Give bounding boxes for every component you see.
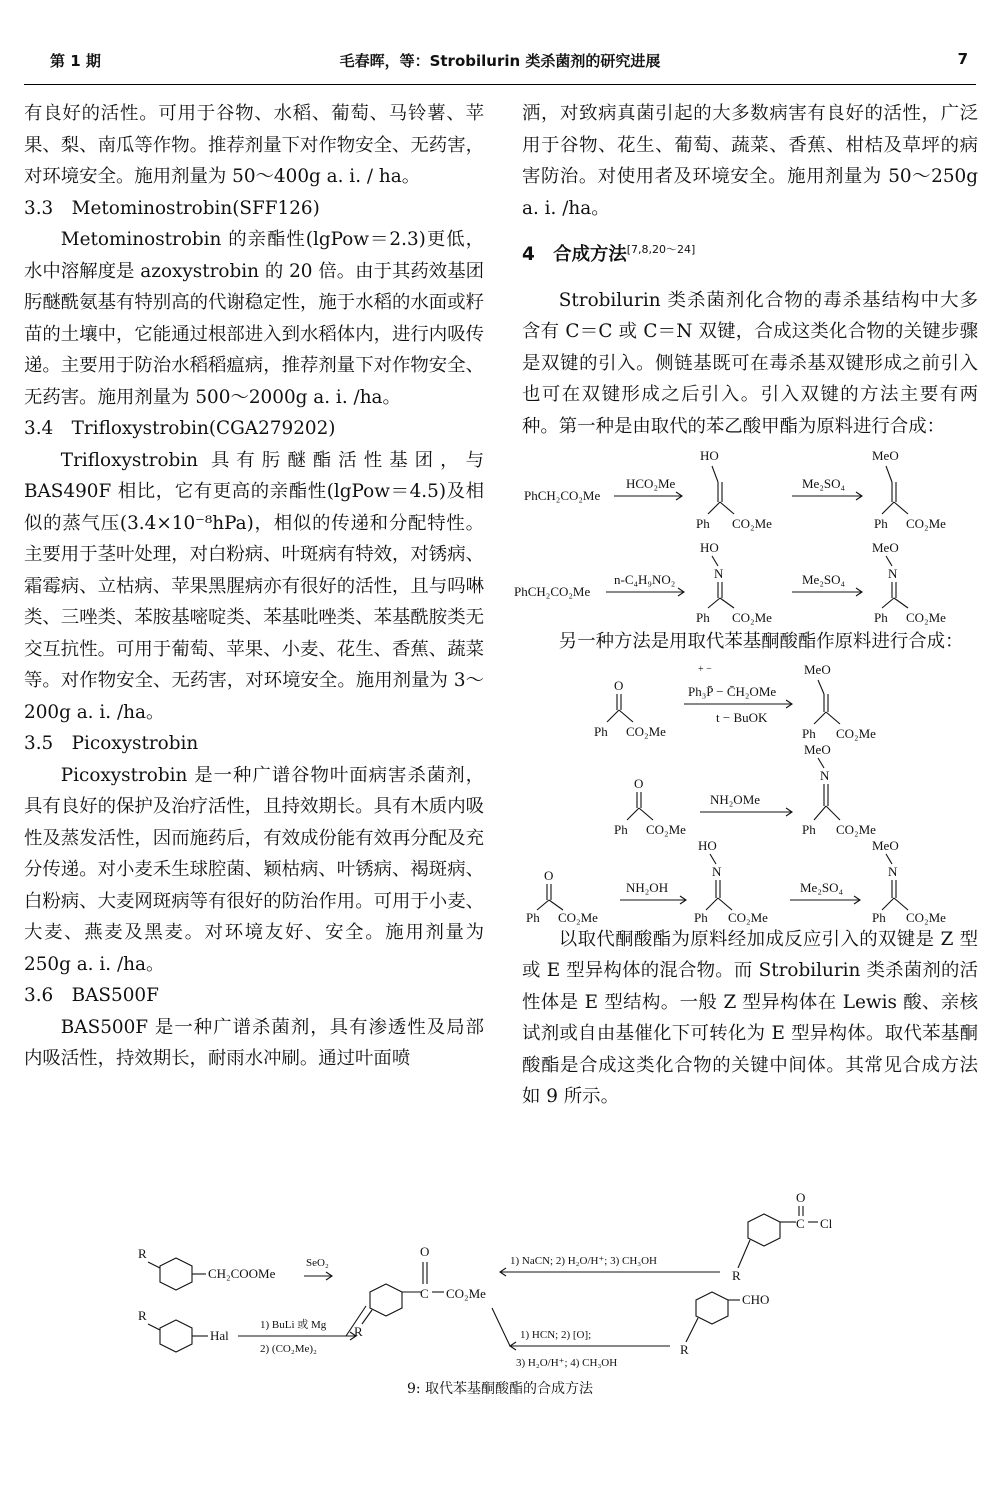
bond-a4 [619, 710, 633, 722]
section-3-4-body: Trifloxystrobin 具有肟醚酯活性基团，与 BAS490F 相比，它有更高的亲酯性(lgPow＝4.5)及相似的蒸气压(3.4×10⁻⁸hPa)，相似的传递和分配特性。主要用于茎叶处理，对白粉病、叶斑病有特效，对锈病、霜霉病、立枯病、苹果黑腥病亦有很好的活性，且与吗啉类、三唑类、苯胺基嘧啶类、苯基吡唑类、苯基酰胺类无交互抗性。可用于葡萄、苹果、小麦、花生、香蕉、蔬菜等。对作物安全、无药害，对环境安全。施用剂量为 3～200g a. i. ∕ha。 [24, 449, 484, 723]
fig9-bond-r4 [686, 1318, 698, 1342]
fig9-hal: Hal [210, 1328, 229, 1343]
label-co2me-c3: CO₂Me [906, 909, 946, 925]
label-ph-c2: Ph [694, 909, 708, 925]
label-n-b: N [820, 767, 830, 783]
bond-2d [882, 502, 894, 514]
issue-number: 第 1 期 [50, 52, 101, 70]
label-meo-c: MeO [872, 837, 899, 853]
label-meo-a: MeO [804, 661, 831, 677]
fig9-o-right: O [796, 1190, 806, 1205]
label-ph-a: Ph [594, 723, 608, 739]
section-3-3-title: 3.3 Metominostrobin(SFF126) [24, 197, 320, 219]
label-o-c: O [544, 867, 554, 883]
fig9-benzene-center [370, 1284, 402, 1316]
fig9-r-1: R [138, 1246, 147, 1261]
fig9-step-a2: 2) (CO₂Me)₂ [260, 1343, 317, 1355]
label-plus-minus: + − [698, 663, 712, 675]
label-n-c: N [712, 863, 722, 879]
running-title: 毛春晖，等：Strobilurin 类杀菌剂的研究进展 [339, 52, 661, 70]
bond-b3 [627, 808, 639, 820]
bond-1e [720, 502, 734, 514]
section-4-paragraph-3: 以取代酮酸酯为原料经加成反应引入的双键是 Z 型或 E 型异构体的混合物。而 Strobilurin 类杀菌剂的活性体是 E 型结构。一般 Z 型异构体在 Lewis 酸、亲核试剂或自由基催化下可转化为 E 型异构体。取代苯基酮酸酯是合成这类化合物的关键中间体。其常见合成方法如 9 所示。 [522, 928, 978, 1108]
section-4-title-text: 4 合成方法 [522, 244, 627, 266]
section-4-paragraph-2: 另一种方法是用取代苯基酮酸酯作原料进行合成： [558, 631, 964, 653]
label-co2me-2: CO₂Me [906, 516, 946, 532]
fig9-r-2: R [138, 1308, 147, 1323]
section-3-6-title: 3.6 BAS500F [24, 985, 159, 1006]
label-ho-c: HO [698, 837, 717, 853]
section-4-title [522, 234, 978, 271]
fig9-o-center: O [420, 1244, 430, 1259]
bond-1a [712, 466, 718, 482]
fig9-bond-r2 [148, 1324, 160, 1330]
bond-a5 [818, 680, 824, 694]
bond-c4 [549, 900, 563, 910]
reaction-scheme-phenylacetate [514, 444, 978, 626]
bond-2a [886, 466, 892, 482]
label-co2me-a: CO₂Me [626, 723, 666, 739]
label-ph-c: Ph [526, 909, 540, 925]
reagent-me2so4-2: Me₂SO₄ [802, 572, 846, 588]
label-ph-c3: Ph [872, 909, 886, 925]
label-ph-b2: Ph [802, 821, 816, 837]
reagent-hco2me: HCO₂Me [626, 476, 676, 492]
fig9-c-center: C [420, 1286, 429, 1301]
label-ph-b: Ph [614, 821, 628, 837]
fig9-co2me: CO₂Me [446, 1286, 486, 1301]
bond-4a [886, 556, 892, 566]
fig9-benzene-4 [696, 1292, 728, 1324]
label-meo-2: MeO [872, 540, 899, 556]
scheme-start-2: PhCH₂CO₂Me [514, 584, 591, 600]
bond-b4 [639, 808, 653, 820]
label-ph-2: Ph [874, 516, 888, 532]
figure-9-synthesis-scheme [120, 1188, 880, 1393]
bond-c9 [718, 898, 732, 910]
fig9-step-c1: 1) HCN; 2) [O]; [520, 1329, 592, 1341]
bond-a9 [826, 712, 840, 724]
section-3-3-body: Metominostrobin 的亲酯性(lgPow＝2.3)更低，水中溶解度是 azoxystrobin 的 20 倍。由于其药效基团肟醚酰氨基有特别高的代谢稳定性，施于水稻的水面或籽苗的土壤中，它能通过根部进入到水稻体内，进行内吸传递。主要用于防治水稻稻瘟病，推荐剂量下对作物安全、无药害。施用剂量为 500～2000g a. i. ∕ha。 [24, 229, 484, 408]
bond-1d [708, 502, 720, 514]
bond-4e [894, 598, 908, 608]
reagent-nh2oh: NH₂OH [626, 879, 669, 895]
label-co2me-b2: CO₂Me [836, 821, 876, 837]
fig9-step-b: 1) NaCN; 2) H₂O/H⁺; 3) CH₃OH [510, 1255, 657, 1267]
label-o-b: O [634, 775, 644, 791]
label-n-c2: N [888, 863, 898, 879]
page-number: 7 [957, 50, 968, 68]
left-column [24, 98, 484, 1075]
reagent-ylide: Ph₃P̄ − C̄H₂OMe [688, 683, 777, 699]
bond-2e [894, 502, 908, 514]
fig9-seo2: SeO₂ [306, 1257, 329, 1269]
label-co2me-3: CO₂Me [732, 610, 772, 626]
section-3-5-title: 3.5 Picoxystrobin [24, 733, 199, 754]
bond-c3 [537, 900, 549, 910]
fig9-r-3: R [732, 1268, 741, 1283]
reaction-scheme-ketoester [522, 660, 978, 925]
bond-b0 [818, 758, 824, 768]
fig9-benzene-3 [748, 1214, 780, 1246]
reagent-tbuok: t − BuOK [716, 709, 768, 725]
fig9-cho: CHO [742, 1292, 770, 1307]
bond-a8 [814, 712, 826, 724]
label-meo-1: MeO [872, 448, 899, 464]
label-co2me-c: CO₂Me [558, 909, 598, 925]
section-3-5-body: Picoxystrobin 是一种广谱谷物叶面病害杀菌剂，具有良好的保护及治疗活性，且持效期长。具有木质内吸性及蒸发活性，因而施药后，有效成份能有效再分配及充分传递。对小麦禾生球腔菌、颖枯病、叶锈病、褐斑病、白粉病、大麦网斑病等有很好的防治作用。可用于小麦、大麦、燕麦及黑麦。对环境友好、安全。施用剂量为 250g a. i. ∕ha。 [24, 764, 484, 975]
label-ph-4: Ph [874, 610, 888, 626]
bond-c10 [886, 854, 892, 864]
bond-c5 [710, 854, 716, 864]
paragraph-continued-right: 洒，对致病真菌引起的大多数病害有良好的活性，广泛用于谷物、花生、葡萄、蔬菜、香蕉、柑桔及草坪的病害防治。对使用者及环境安全。施用剂量为 50～250g a. i. ∕ha。 [522, 103, 978, 219]
label-meo-b: MeO [804, 741, 831, 757]
section-4-paragraph-1: Strobilurin 类杀菌剂化合物的毒杀基结构中大多含有 C＝C 或 C＝N 双键，合成这类化合物的关键步骤是双键的引入。侧链基既可在毒杀基双键形成之前引入也可在双键形成之后引入。引入双键的方法主要有两种。第一种是由取代的苯乙酸甲酯为原料进行合成： [522, 289, 978, 437]
bond-c8 [706, 898, 718, 910]
section-3-6-body: BAS500F 是一种广谱杀菌剂，具有渗透性及局部内吸活性，持效期长，耐雨水冲刷。通过叶面喷 [24, 1016, 484, 1069]
fig9-bond-r1 [148, 1262, 160, 1268]
label-n-2: N [888, 566, 898, 582]
fig9-arrow-join-right [492, 1308, 510, 1346]
paragraph-continued: 有良好的活性。可用于谷物、水稻、葡萄、马铃薯、苹果、梨、南瓜等作物。推荐剂量下对作物安全、无药害，对环境安全。施用剂量为 50～400g a. i. ∕ ha。 [24, 103, 484, 187]
label-ph-1: Ph [696, 516, 710, 532]
section-3-4-title: 3.4 Trifloxystrobin(CGA279202) [24, 418, 336, 439]
label-n-1: N [714, 566, 724, 582]
bond-3d [708, 598, 720, 608]
fig9-cl: Cl [820, 1216, 833, 1231]
label-co2me-a2: CO₂Me [836, 725, 876, 741]
reagent-nh2ome: NH₂OMe [710, 791, 761, 807]
label-co2me-4: CO₂Me [906, 610, 946, 626]
fig9-step-a1: 1) BuLi 或 Mg [260, 1319, 327, 1331]
label-ho-2: HO [700, 540, 719, 556]
label-ph-3: Ph [696, 610, 710, 626]
bond-a3 [607, 710, 619, 722]
bond-c13 [882, 898, 894, 910]
bond-c14 [894, 898, 908, 910]
reagent-me2so4-3: Me₂SO₄ [800, 879, 844, 895]
bond-3e [720, 598, 734, 608]
label-ph-a2: Ph [802, 725, 816, 741]
fig9-c-right: C [796, 1216, 805, 1231]
label-o-a: O [614, 677, 624, 693]
header-rule [24, 84, 976, 85]
label-ho-1: HO [700, 448, 719, 464]
figure-9-caption: 9: 取代苯基酮酸酯的合成方法 [406, 1381, 594, 1397]
fig9-ch2coome: CH₂COOMe [208, 1266, 276, 1281]
bond-3a [712, 556, 718, 566]
right-column [514, 98, 978, 1113]
reagent-nbuono: n-C₄H₉NO₂ [614, 572, 676, 588]
fig9-r-center: R [354, 1324, 363, 1339]
running-header [24, 46, 976, 80]
label-co2me-b: CO₂Me [646, 821, 686, 837]
fig9-benzene-2 [160, 1320, 192, 1352]
fig9-bond-r-center [362, 1310, 372, 1324]
label-co2me-1: CO₂Me [732, 516, 772, 532]
bond-4d [882, 598, 894, 608]
fig9-benzene-1 [160, 1258, 192, 1290]
reagent-me2so4-1: Me₂SO₄ [802, 476, 846, 492]
bond-b8 [826, 806, 840, 820]
scheme-start-1: PhCH₂CO₂Me [524, 488, 601, 504]
label-co2me-c2: CO₂Me [728, 909, 768, 925]
fig9-step-c2: 3) H₂O/H⁺; 4) CH₃OH [516, 1357, 618, 1369]
fig9-r-4: R [680, 1342, 689, 1357]
bond-b7 [814, 806, 826, 820]
fig9-bond-r3 [738, 1240, 750, 1268]
section-4-refs: [7,8,20～24] [626, 243, 696, 256]
